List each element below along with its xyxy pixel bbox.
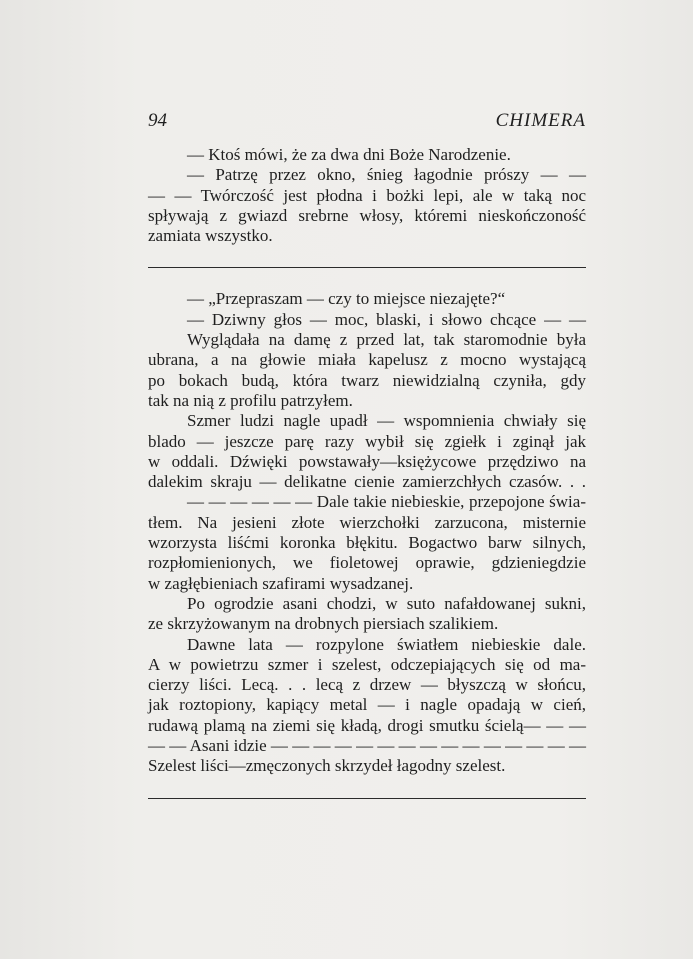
- text-line: jak roztopiony, kapiący metal — i nagle opadają w cień,: [148, 695, 586, 715]
- text-line: Wyglądała na damę z przed lat, tak staromodnie była: [187, 330, 586, 350]
- text-line: — „Przepraszam — czy to miejsce niezajęte?“: [187, 289, 506, 309]
- text-line: rozpłomienionych, we fioletowej oprawie, gdzieniegdzie: [148, 553, 586, 573]
- text-line: dalekim skraju — delikatne cienie zamierzchłych czasów. . .: [148, 472, 586, 492]
- text-line: ze skrzyżowanym na drobnych piersiach szalikiem.: [148, 614, 499, 634]
- end-divider: [148, 798, 586, 799]
- text-line: tak na nią z profilu patrzyłem.: [148, 390, 353, 410]
- text-line: A w powietrzu szmer i szelest, odczepiających się od ma-: [148, 654, 586, 674]
- text-line: w zagłębieniach szafirami wysadzanej.: [148, 573, 414, 593]
- text-line: — — — — — — Dale takie niebieskie, przepojone świa-: [187, 492, 586, 512]
- body-text: [148, 145, 586, 799]
- text-line: — Dziwny głos — moc, blaski, i słowo chcące — —: [187, 309, 586, 329]
- text-line: — Patrzę przez okno, śnieg łagodnie prószy — —: [187, 165, 586, 185]
- text-section-1: [148, 145, 586, 246]
- page-number: 94: [148, 110, 167, 131]
- running-title: CHIMERA: [495, 110, 586, 131]
- text-line: Szmer ludzi nagle upadł — wspomnienia chwiały się: [187, 411, 586, 431]
- text-line: Szelest liści—zmęczonych skrzydeł łagodny szelest.: [148, 756, 506, 776]
- text-line: blado — jeszcze parę razy wybił się zgiełk i zginął jak: [148, 431, 586, 451]
- section-divider: [148, 267, 586, 268]
- text-line: zamiata wszystko.: [148, 226, 273, 246]
- text-line: — Ktoś mówi, że za dwa dni Boże Narodzenie.: [187, 145, 511, 164]
- text-section-2: [148, 289, 586, 776]
- text-line: — — Asani idzie — — — — — — — — — — — — — — —: [148, 736, 586, 756]
- page-header: [148, 110, 586, 136]
- text-line: Po ogrodzie asani chodzi, w suto nafałdowanej sukni,: [187, 593, 586, 613]
- text-line: po bokach budą, która twarz niewidzialną czyniła, gdy: [148, 370, 586, 390]
- text-line: Dawne lata — rozpylone światłem niebieskie dale.: [187, 634, 586, 654]
- text-line: tłem. Na jesieni złote wierzchołki zarzucona, misternie: [148, 512, 586, 532]
- text-line: cierzy liści. Lecą. . . lecą z drzew — błyszczą w słońcu,: [148, 675, 586, 695]
- text-line: spływają z gwiazd srebrne włosy, któremi nieskończoność: [148, 205, 586, 225]
- text-line: wzorzysta liśćmi koronka błękitu. Bogactwo barw silnych,: [148, 533, 586, 553]
- text-line: ubrana, a na głowie miała kapelusz z mocno wystającą: [148, 350, 586, 370]
- text-line: rudawą plamą na ziemi się kładą, drogi smutku ścielą— — —: [148, 715, 586, 735]
- text-line: w oddali. Dźwięki powstawały—księżycowe przędziwo na: [148, 451, 586, 471]
- text-line: — — Twórczość jest płodna i bożki lepi, ale w taką noc: [148, 185, 586, 205]
